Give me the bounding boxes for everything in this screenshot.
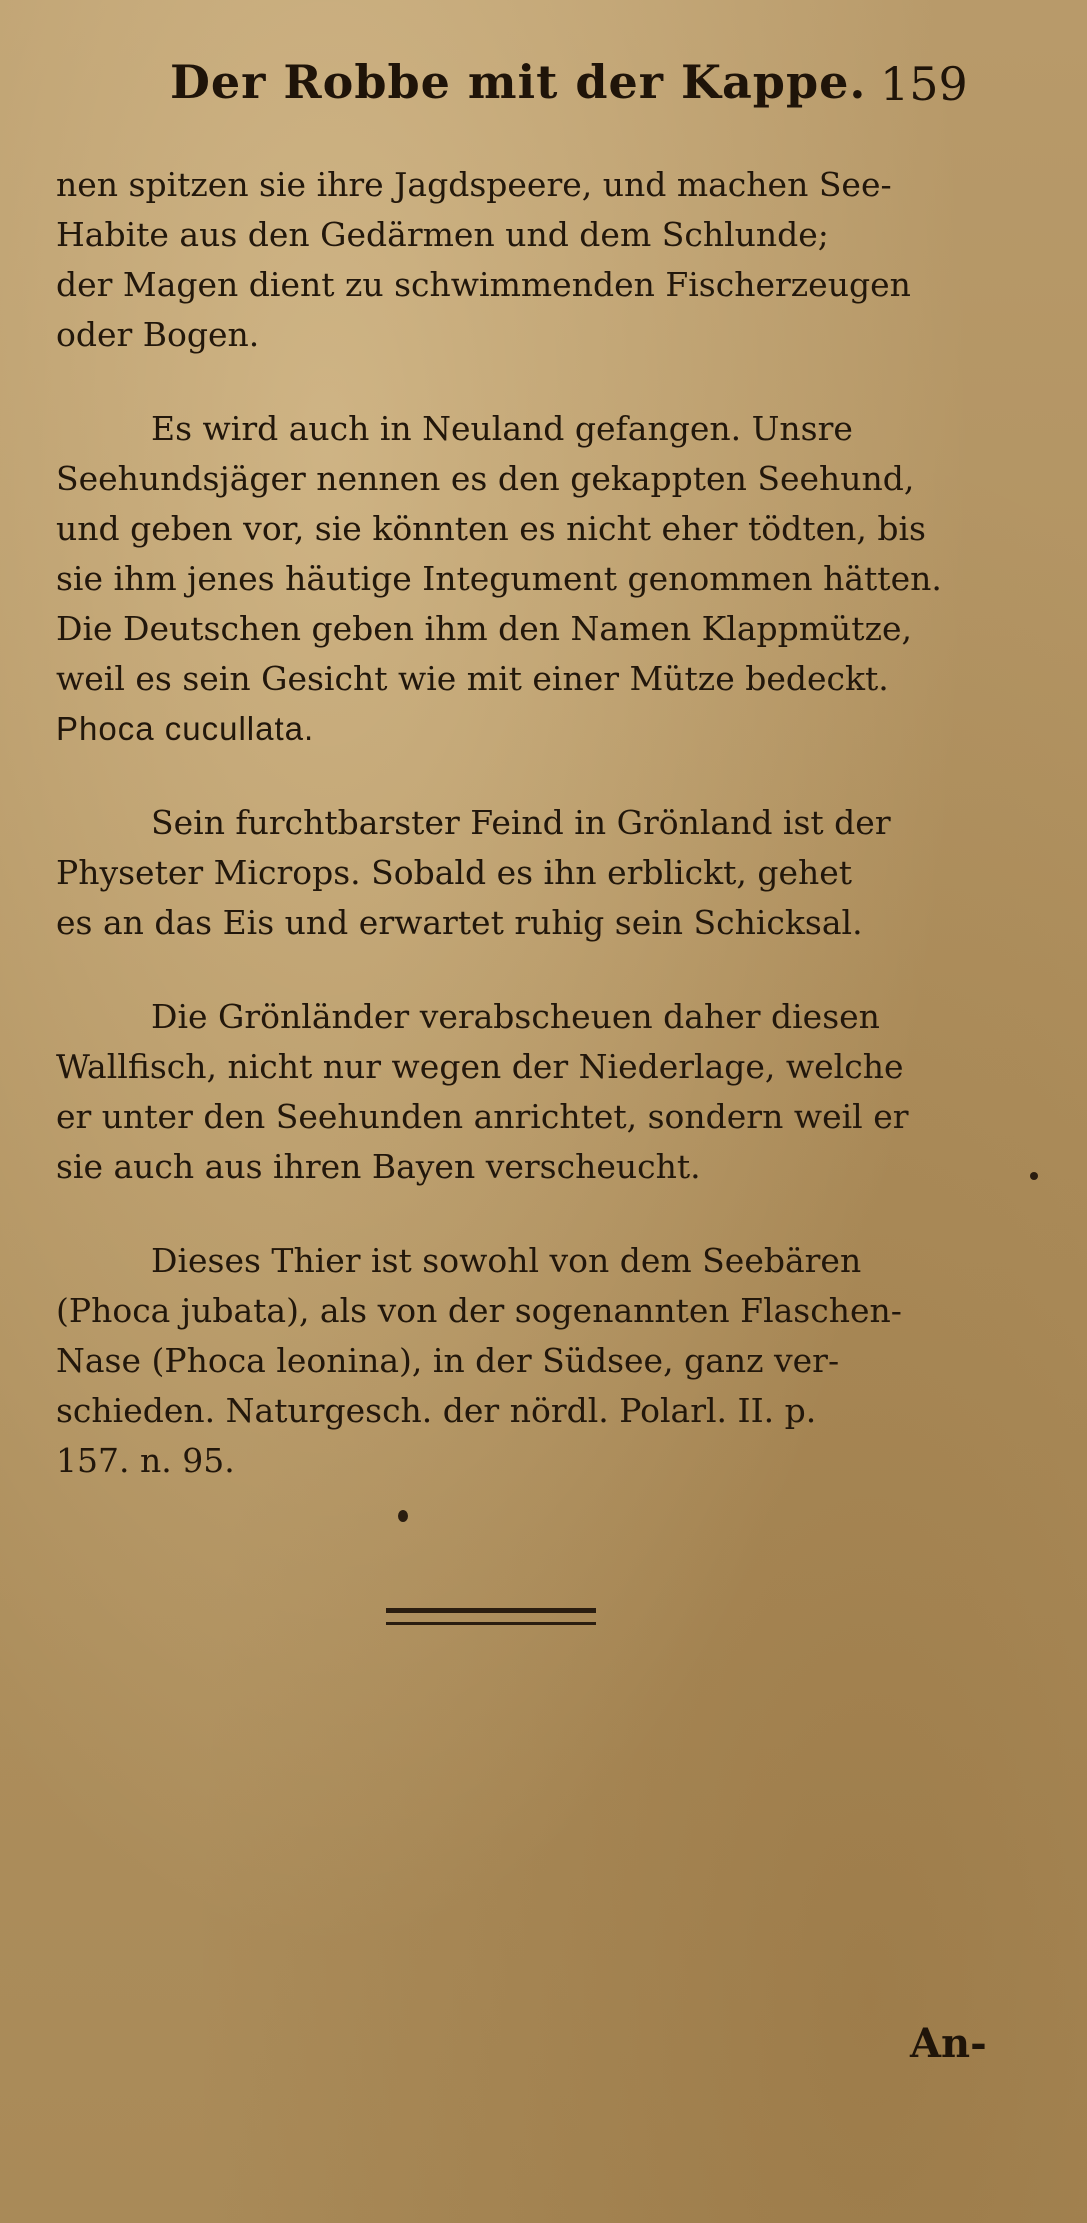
ink-speck xyxy=(1030,1172,1038,1180)
rule-thick xyxy=(386,1608,596,1613)
text-line: Dieses Thier ist sowohl von dem Seebären xyxy=(151,1241,862,1280)
text-line: Die Deutschen geben ihm den Namen Klappmütze, xyxy=(56,609,912,648)
text-line: Wallfisch, nicht nur wegen der Niederlage, welche xyxy=(56,1047,904,1086)
text-line: Seehundsjäger nennen es den gekappten Seehund, xyxy=(56,459,915,498)
paragraph xyxy=(56,798,991,948)
ornament-rule xyxy=(386,1606,596,1630)
page-header xyxy=(0,55,1087,125)
catchword: An- xyxy=(910,2020,987,2067)
text-line: 157. n. 95. xyxy=(56,1441,235,1480)
text-line: Die Grönländer verabscheuen daher diesen xyxy=(151,997,880,1036)
text-line: (Phoca jubata), als von der sogenannten Flaschen- xyxy=(56,1291,902,1330)
text-line: Habite aus den Gedärmen und dem Schlunde; xyxy=(56,215,829,254)
text-line: sie auch aus ihren Bayen verscheucht. xyxy=(56,1147,701,1186)
text-line: Es wird auch in Neuland gefangen. Unsre xyxy=(151,409,853,448)
text-line: weil es sein Gesicht wie mit einer Mütze bedeckt. xyxy=(56,659,889,698)
text-line: oder Bogen. xyxy=(56,315,260,354)
body-text xyxy=(56,160,991,1530)
paragraph xyxy=(56,992,991,1192)
text-line: Sein furchtbarster Feind in Grönland ist der xyxy=(151,803,891,842)
text-line: nen spitzen sie ihre Jagdspeere, und machen See- xyxy=(56,165,892,204)
paragraph xyxy=(56,404,991,754)
text-line: schieden. Naturgesch. der nördl. Polarl. II. p. xyxy=(56,1391,817,1430)
text-line: Physeter Microps. Sobald es ihn erblickt, gehet xyxy=(56,853,853,892)
paragraph xyxy=(56,1236,991,1486)
paragraph xyxy=(56,160,991,360)
rule-thin xyxy=(386,1622,596,1625)
ink-speck xyxy=(398,1510,408,1522)
text-line: Phoca cucullata. xyxy=(56,710,315,747)
text-line: und geben vor, sie könnten es nicht eher tödten, bis xyxy=(56,509,926,548)
text-line: Nase (Phoca leonina), in der Südsee, ganz ver- xyxy=(56,1341,840,1380)
page-number: 159 xyxy=(880,57,968,111)
text-line: es an das Eis und erwartet ruhig sein Schicksal. xyxy=(56,903,863,942)
text-line: sie ihm jenes häutige Integument genommen hätten. xyxy=(56,559,942,598)
running-title: Der Robbe mit der Kappe. xyxy=(170,55,867,109)
text-line: der Magen dient zu schwimmenden Fischerzeugen xyxy=(56,265,911,304)
text-line: er unter den Seehunden anrichtet, sondern weil er xyxy=(56,1097,909,1136)
